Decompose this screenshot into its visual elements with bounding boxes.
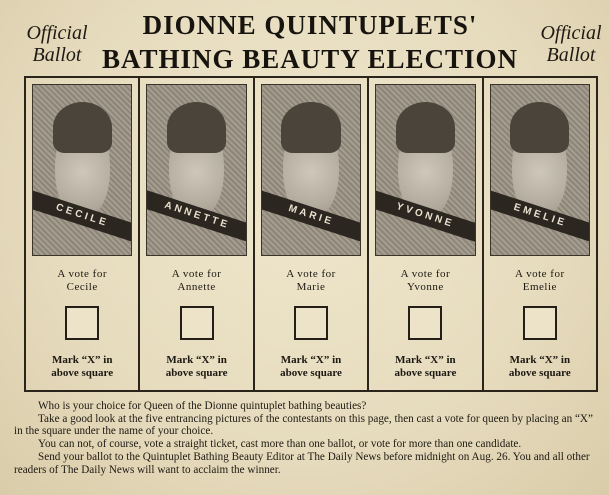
contestant-photo	[490, 84, 590, 256]
mark-line-1: Mark “X” in	[280, 354, 342, 366]
mark-line-2: above square	[165, 367, 228, 379]
vote-checkbox-emelie[interactable]	[523, 306, 557, 340]
article-paragraph: Take a good look at the five entrancing pictures of the contestants on this page, then cast a vote for queen by placing an “X” in the square under the name of your choice.	[14, 412, 593, 438]
vote-for-label	[369, 268, 481, 294]
vote-for-text: A vote for	[400, 268, 451, 280]
official-ballot-label-left: Official Ballot	[26, 22, 88, 66]
mark-instruction	[255, 354, 367, 380]
mark-line-2: above square	[394, 367, 457, 379]
headline-line-2: BATHING BEAUTY ELECTION	[101, 44, 519, 74]
vote-checkbox-marie[interactable]	[294, 306, 328, 340]
headline-line-1: DIONNE QUINTUPLETS'	[142, 10, 478, 40]
contestant-photo	[261, 84, 361, 256]
mark-line-1: Mark “X” in	[166, 354, 227, 366]
candidate-name: Marie	[296, 281, 326, 293]
photo-sash: EMELIE	[490, 190, 590, 244]
candidate-name: Annette	[177, 281, 216, 293]
ballot-column-annette	[140, 78, 254, 390]
vote-checkbox-cecile[interactable]	[65, 306, 99, 340]
mark-instruction	[484, 354, 596, 380]
photo-hair	[53, 102, 112, 153]
mark-instruction	[140, 354, 252, 380]
photo-hair	[510, 102, 569, 153]
candidate-name: Cecile	[66, 281, 98, 293]
ballot-column-marie	[255, 78, 369, 390]
vote-for-label	[140, 268, 252, 294]
official-ballot-label-right: Official Ballot	[540, 22, 602, 66]
ballot-column-yvonne	[369, 78, 483, 390]
mark-line-1: Mark “X” in	[509, 354, 571, 366]
vote-for-text: A vote for	[171, 268, 222, 280]
mark-instruction	[369, 354, 481, 380]
candidate-name: Yvonne	[407, 281, 444, 293]
article-paragraph: You can not, of course, vote a straight ticket, cast more than one ballot, or vote for more than one candidate.	[38, 438, 522, 451]
photo-sash: CECILE	[32, 190, 132, 244]
mark-line-2: above square	[280, 367, 342, 379]
mark-line-2: above square	[51, 367, 114, 379]
headline	[100, 8, 520, 76]
contestant-photo	[375, 84, 475, 256]
article-body	[14, 400, 602, 476]
mark-line-1: Mark “X” in	[51, 354, 113, 366]
ballot-column-emelie	[484, 78, 596, 390]
photo-hair	[396, 102, 455, 153]
contestant-photo	[32, 84, 132, 256]
photo-sash: YVONNE	[375, 190, 475, 244]
vote-checkbox-yvonne[interactable]	[408, 306, 442, 340]
vote-for-text: A vote for	[286, 268, 336, 280]
vote-for-label	[255, 268, 367, 294]
candidate-name: Emelie	[522, 281, 557, 293]
photo-hair	[167, 102, 226, 153]
photo-hair	[281, 102, 340, 153]
article-paragraph: Send your ballot to the Quintuplet Bathing Beauty Editor at The Daily News before midnight on Aug. 26. You and all other readers of The Daily News will want to acclaim the winner.	[14, 450, 590, 476]
photo-sash: ANNETTE	[146, 190, 246, 244]
ballot-column-cecile	[26, 78, 140, 390]
ballot-grid	[24, 76, 598, 392]
vote-checkbox-annette[interactable]	[180, 306, 214, 340]
mark-line-2: above square	[508, 367, 571, 379]
photo-sash: MARIE	[261, 190, 361, 244]
vote-for-label	[26, 268, 138, 294]
article-paragraph: Who is your choice for Queen of the Dionne quintuplet bathing beauties?	[38, 400, 367, 412]
contestant-photo	[146, 84, 246, 256]
vote-for-text: A vote for	[515, 268, 565, 280]
vote-for-label	[484, 268, 596, 294]
vote-for-text: A vote for	[57, 268, 107, 280]
mark-line-1: Mark “X” in	[395, 354, 456, 366]
mark-instruction	[26, 354, 138, 380]
